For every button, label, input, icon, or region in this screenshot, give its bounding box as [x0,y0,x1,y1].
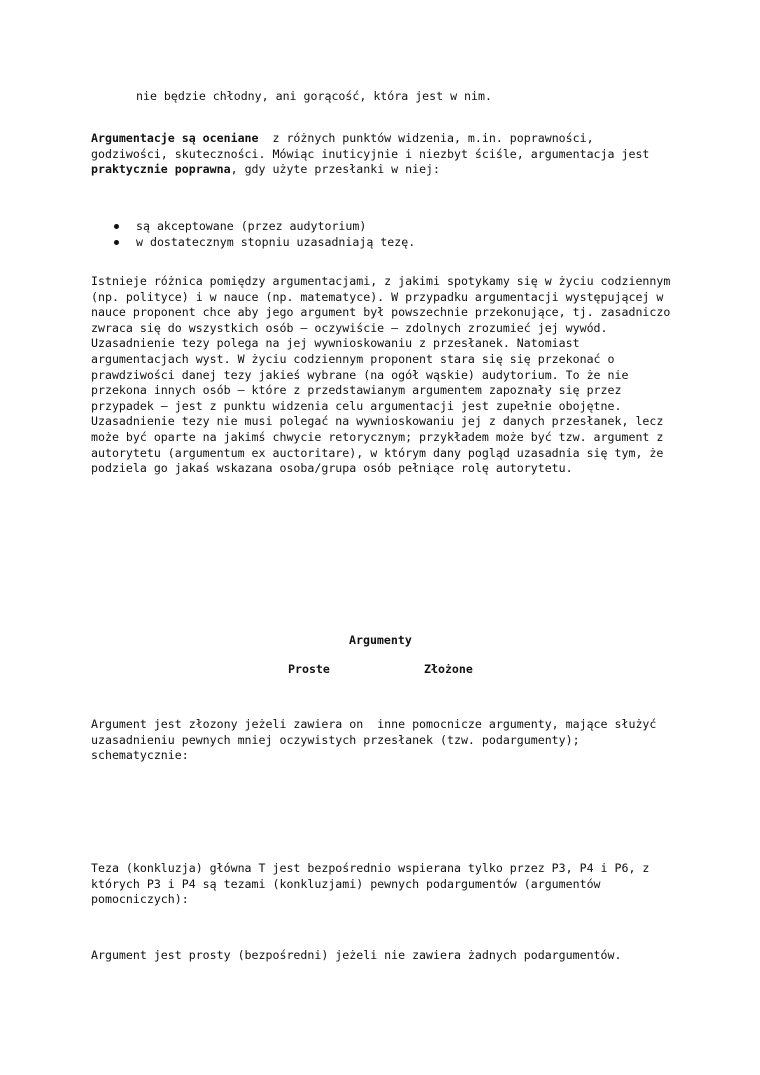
paragraph-difference: Istnieje różnica pomiędzy argumentacjami, z jakimi spotykamy się w życiu codziennym (np. polityce) i w nauce (np. matematyce). W przypadku argumentacji występującej w nauce proponent chce aby jego argument był powszechnie przekonujące, tj. zasadniczo zwraca się do wszystkich osób – oczywiście – zdolnych zrozumieć jej wywód. Uzasadnienie tezy polega na jej wywnioskowaniu z przesłanek. Natomiast argumentacjach wyst. W życiu codziennym proponent stara się się przekonać o prawdziwości danej tezy jakieś wybrane (na ogół wąskie) audytorium. To że nie przekona innych osób – które z przedstawianym argumentem zapoznały się przez przypadek – jest z punktu widzenia celu argumentacji jest zupełnie obojętne. Uzasadnienie tezy nie musi polegać na wywnioskowaniu jej z danych przesłanek, lecz może być oparte na jakimś chwycie retorycznym; przykładem może być tzw. argument z autorytetu (argumentum ex auctoritare), w którym dany pogląd uzasadnia się tym, że podziela go jakaś wskazana osoba/grupa osób pełniące rolę autorytetu. [91,274,671,476]
premise-conditions-list [91,219,415,250]
paragraph-complex-argument: Argument jest złozony jeżeli zawiera on inne pomocnicze argumenty, mające służyć uzasadnieniu pewnych mniej oczywistych przesłanek (tzw. podargumenty); schematycznie: [91,717,657,763]
bold-term-evaluated: Argumentacje są oceniane [91,131,259,145]
diagram-label-complex: Złożone [424,662,473,676]
paragraph-main-thesis: Teza (konkluzja) główna T jest bezpośrednio wspierana tylko przez P3, P4 i P6, z których P3 i P4 są tezami (konkluzjami) pewnych podargumentów (argumentów pomocniczych): [91,861,650,907]
paragraph-simple-argument: Argument jest prosty (bezpośredni) jeżeli nie zawiera żadnych podargumentów. [91,948,622,962]
diagram-label-simple: Proste [288,662,330,676]
list-item: w dostatecznym stopniu uzasadniają tezę. [91,235,415,251]
paragraph-quote-end: nie będzie chłodny, ani gorącość, która jest w nim. [136,89,492,103]
diagram-heading: Argumenty [349,633,412,647]
bold-term-practically-correct: praktycznie poprawna [91,162,231,177]
list-item: są akceptowane (przez audytorium) [91,219,415,235]
paragraph-evaluation: Argumentacje są oceniane z różnych punktów widzenia, m.in. poprawności, godziwości, skuteczności. Mówiąc inuticyjnie i niezbyt ściśle, argumentacja jest praktycznie poprawna, gdy użyte przesłanki w niej: [91,131,650,177]
